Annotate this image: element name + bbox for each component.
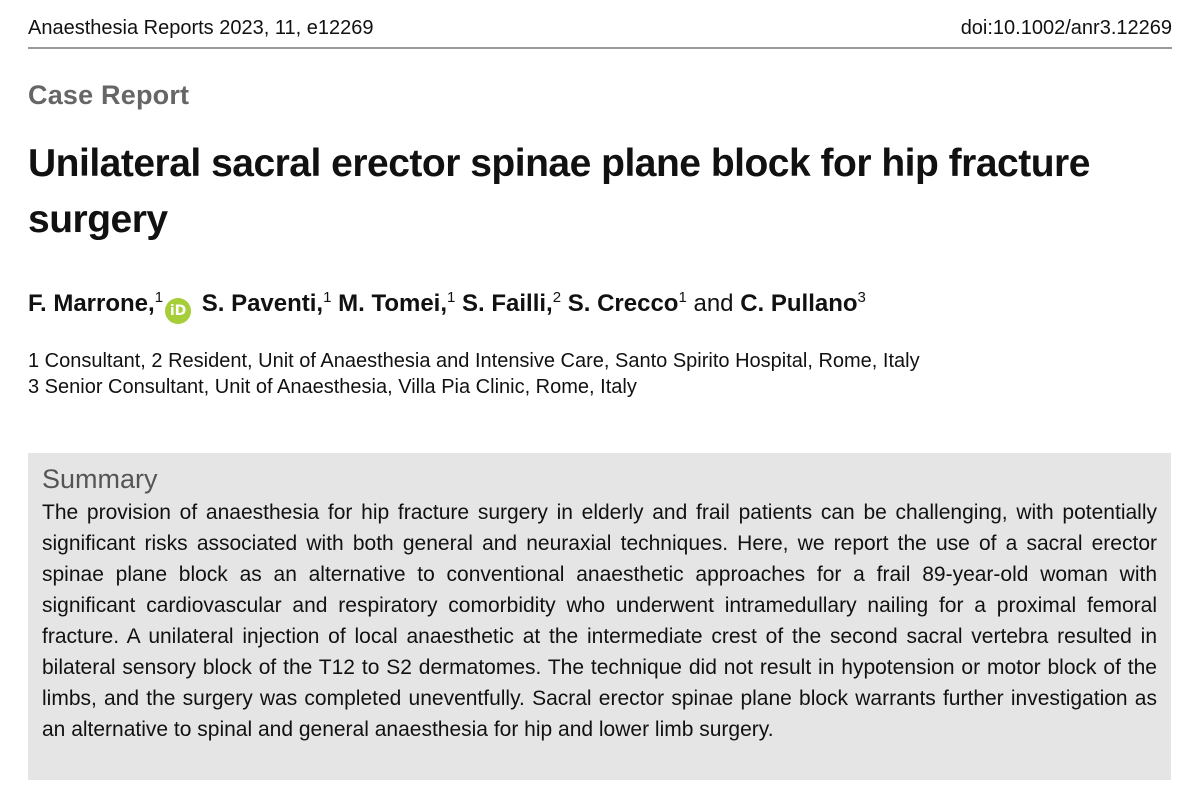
orcid-icon[interactable]: iD	[165, 298, 191, 324]
affiliations	[28, 348, 1178, 400]
doi-link[interactable]: doi:10.1002/anr3.12269	[960, 17, 1172, 39]
journal-citation: Anaesthesia Reports 2023, 11, e12269	[28, 17, 374, 39]
author-list	[28, 284, 1178, 324]
author-name[interactable]: S. Paventi,	[201, 290, 324, 317]
affiliation-marker: 2	[552, 289, 562, 306]
author-name[interactable]: S. Crecco	[567, 290, 679, 317]
author-name[interactable]: F. Marrone,	[28, 290, 155, 317]
affiliation-marker: 3	[857, 289, 866, 306]
affiliation-marker: 1	[323, 289, 332, 306]
author-name[interactable]: M. Tomei,	[338, 290, 448, 317]
author-name[interactable]: S. Failli,	[462, 290, 553, 317]
summary-heading: Summary	[42, 464, 158, 494]
running-header	[28, 14, 1172, 42]
authors-conjunction: and	[693, 290, 734, 317]
affiliation-line: 3 Senior Consultant, Unit of Anaesthesia, Villa Pia Clinic, Rome, Italy	[28, 376, 637, 398]
summary-box	[28, 453, 1171, 780]
affiliation-marker: 1	[447, 289, 456, 306]
affiliation-marker: 1	[154, 289, 164, 306]
affiliation-line: 1 Consultant, 2 Resident, Unit of Anaesthesia and Intensive Care, Santo Spirito Hospital, Rome, Italy	[28, 350, 920, 372]
summary-text: The provision of anaesthesia for hip fracture surgery in elderly and frail patients can be challenging, with potentially significant risks associated with both general and neuraxial techniques. Here, we report the use of a sacral erector spinae plane block as an alternative to conventional anaesthetic approaches for a frail 89-year-old woman with significant cardiovascular and respiratory comorbidity who underwent intramedullary nailing for a proximal femoral fracture. A unilateral injection of local anaesthetic at the intermediate crest of the second sacral vertebra resulted in bilateral sensory block of the T12 to S2 dermatomes. The technique did not result in hypotension or motor block of the limbs, and the surgery was completed uneventfully. Sacral erector spinae plane block warrants further investigation as an alternative to spinal and general anaesthesia for hip and lower limb surgery.	[42, 501, 1157, 741]
article-type-label: Case Report	[28, 80, 190, 110]
affiliation-marker: 1	[678, 289, 687, 306]
author-name[interactable]: C. Pullano	[740, 290, 858, 317]
article-title: Unilateral sacral erector spinae plane block for hip fracture surgery	[28, 142, 1090, 241]
header-divider	[28, 47, 1172, 49]
